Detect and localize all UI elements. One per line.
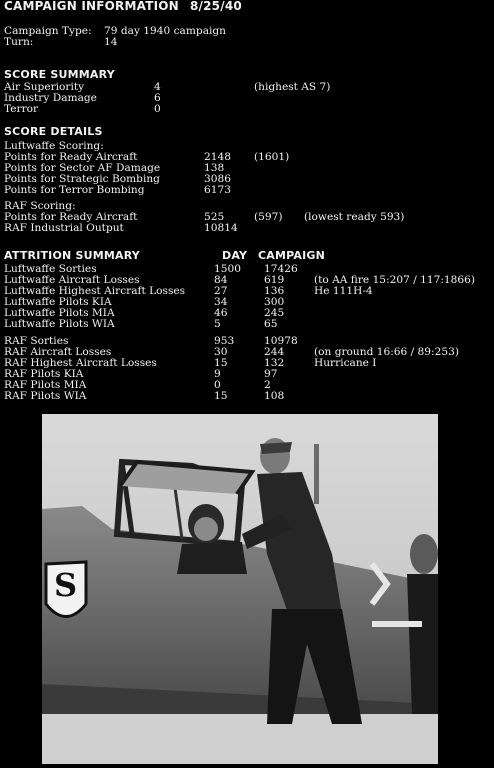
campaign-photo bbox=[42, 414, 438, 764]
raf-attrition-day: 0 bbox=[214, 379, 221, 391]
summary-label: Terror bbox=[4, 103, 39, 115]
luftwaffe-score-label: Points for Terror Bombing bbox=[4, 184, 145, 196]
raf-score-label: Points for Ready Aircraft bbox=[4, 211, 138, 223]
luftwaffe-attrition-note: He 111H-4 bbox=[314, 285, 373, 297]
raf-attrition-label: RAF Highest Aircraft Losses bbox=[4, 357, 157, 369]
luftwaffe-attrition-label: Luftwaffe Highest Aircraft Losses bbox=[4, 285, 186, 297]
raf-attrition-note: (on ground 16:66 / 89:253) bbox=[314, 346, 459, 358]
summary-label: Industry Damage bbox=[4, 92, 97, 104]
raf-attrition-campaign: 2 bbox=[264, 379, 271, 391]
raf-score-note: (597) bbox=[254, 211, 283, 223]
attrition-summary-title: ATTRITION SUMMARY bbox=[4, 249, 140, 262]
raf-attrition-label: RAF Pilots WIA bbox=[4, 390, 87, 402]
page-title: CAMPAIGN INFORMATION bbox=[4, 0, 179, 13]
unit-emblem-letter: S bbox=[54, 566, 78, 604]
campaign-column-header: CAMPAIGN bbox=[258, 249, 326, 262]
raf-score-value: 10814 bbox=[204, 222, 238, 234]
luftwaffe-attrition-day: 1500 bbox=[214, 263, 241, 275]
score-details-title: SCORE DETAILS bbox=[4, 125, 103, 138]
raf-attrition-day: 9 bbox=[214, 368, 221, 380]
luftwaffe-score-value: 3086 bbox=[204, 173, 231, 185]
raf-attrition-label: RAF Sorties bbox=[4, 335, 69, 347]
raf-attrition-label: RAF Aircraft Losses bbox=[4, 346, 112, 358]
raf-attrition-label: RAF Pilots MIA bbox=[4, 379, 87, 391]
luftwaffe-attrition-note: (to AA fire 15:207 / 117:1866) bbox=[314, 274, 476, 286]
luftwaffe-score-value: 6173 bbox=[204, 184, 231, 196]
luftwaffe-score-note: (1601) bbox=[254, 151, 290, 163]
campaign-type-label: Campaign Type: bbox=[4, 25, 92, 37]
photo-illustration bbox=[42, 414, 438, 764]
luftwaffe-score-value: 138 bbox=[204, 162, 225, 174]
summary-note: (highest AS 7) bbox=[254, 81, 331, 93]
raf-attrition-campaign: 244 bbox=[264, 346, 285, 358]
luftwaffe-attrition-day: 5 bbox=[214, 318, 221, 330]
raf-attrition-note: Hurricane I bbox=[314, 357, 377, 369]
raf-attrition-day: 953 bbox=[214, 335, 235, 347]
luftwaffe-attrition-label: Luftwaffe Aircraft Losses bbox=[4, 274, 140, 286]
luftwaffe-attrition-day: 27 bbox=[214, 285, 228, 297]
luftwaffe-attrition-campaign: 17426 bbox=[264, 263, 298, 275]
raf-attrition-campaign: 108 bbox=[264, 390, 285, 402]
luftwaffe-score-value: 2148 bbox=[204, 151, 231, 163]
raf-score-value: 525 bbox=[204, 211, 225, 223]
raf-attrition-campaign: 10978 bbox=[264, 335, 298, 347]
luftwaffe-attrition-day: 34 bbox=[214, 296, 228, 308]
luftwaffe-attrition-label: Luftwaffe Pilots WIA bbox=[4, 318, 115, 330]
luftwaffe-score-label: Points for Sector AF Damage bbox=[4, 162, 161, 174]
summary-value: 4 bbox=[154, 81, 161, 93]
luftwaffe-attrition-campaign: 619 bbox=[264, 274, 285, 286]
luftwaffe-attrition-campaign: 300 bbox=[264, 296, 285, 308]
raf-score-label: RAF Industrial Output bbox=[4, 222, 124, 234]
raf-attrition-day: 15 bbox=[214, 390, 228, 402]
luftwaffe-attrition-campaign: 136 bbox=[264, 285, 285, 297]
luftwaffe-score-label: Points for Ready Aircraft bbox=[4, 151, 138, 163]
raf-attrition-campaign: 97 bbox=[264, 368, 278, 380]
raf-attrition-campaign: 132 bbox=[264, 357, 285, 369]
summary-label: Air Superiority bbox=[4, 81, 85, 93]
raf-attrition-day: 30 bbox=[214, 346, 228, 358]
raf-attrition-day: 15 bbox=[214, 357, 228, 369]
luftwaffe-attrition-day: 84 bbox=[214, 274, 228, 286]
summary-value: 0 bbox=[154, 103, 161, 115]
summary-value: 6 bbox=[154, 92, 161, 104]
luftwaffe-attrition-label: Luftwaffe Sorties bbox=[4, 263, 97, 275]
campaign-type-value: 79 day 1940 campaign bbox=[104, 25, 227, 37]
luftwaffe-attrition-label: Luftwaffe Pilots MIA bbox=[4, 307, 115, 319]
luftwaffe-scoring-title: Luftwaffe Scoring: bbox=[4, 140, 104, 152]
raf-score-note-secondary: (lowest ready 593) bbox=[304, 211, 405, 223]
raf-attrition-label: RAF Pilots KIA bbox=[4, 368, 84, 380]
luftwaffe-attrition-campaign: 65 bbox=[264, 318, 278, 330]
turn-label: Turn: bbox=[4, 36, 34, 48]
luftwaffe-score-label: Points for Strategic Bombing bbox=[4, 173, 160, 185]
luftwaffe-attrition-day: 46 bbox=[214, 307, 228, 319]
turn-value: 14 bbox=[104, 36, 118, 48]
day-column-header: DAY bbox=[222, 249, 248, 262]
score-summary-title: SCORE SUMMARY bbox=[4, 68, 115, 81]
luftwaffe-attrition-campaign: 245 bbox=[264, 307, 285, 319]
campaign-date: 8/25/40 bbox=[190, 0, 242, 13]
luftwaffe-attrition-label: Luftwaffe Pilots KIA bbox=[4, 296, 112, 308]
raf-scoring-title: RAF Scoring: bbox=[4, 200, 76, 212]
